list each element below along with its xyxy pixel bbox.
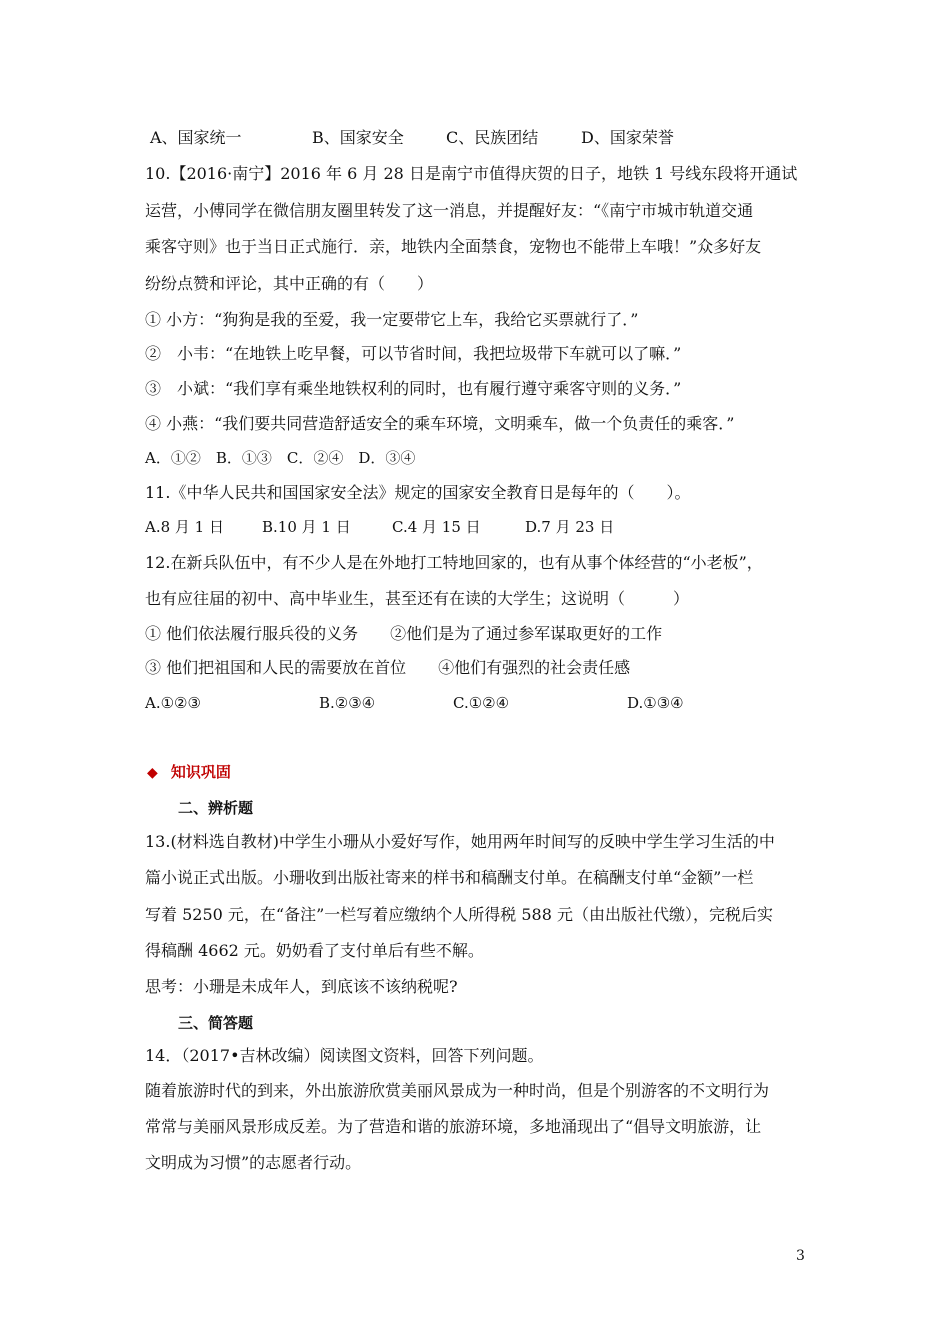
q11-option-b: B.10 月 1 日 (262, 518, 351, 536)
q11-stem: 11.《中华人民共和国国家安全法》规定的国家安全教育日是每年的（ ）。 (145, 483, 691, 502)
q14-line-2: 随着旅游时代的到来，外出旅游欣赏美丽风景成为一种时尚，但是个别游客的不文明行为 (145, 1081, 770, 1100)
q12-option-b: B.②③④ (319, 694, 376, 712)
q9-option-a: A、国家统一 (150, 128, 242, 147)
q10-statement-2: ② 小韦：“在地铁上吃早餐，可以节省时间，我把垃圾带下车就可以了嘛．” (145, 344, 682, 363)
part3-heading: 三、简答题 (178, 1014, 254, 1032)
q9-option-b: B、国家安全 (312, 128, 404, 147)
q10-stem-line-3: 乘客守则》也于当日正式施行．亲，地铁内全面禁食，宠物也不能带上车哦！”众多好友 (145, 237, 762, 256)
q12-statements-2: ③ 他们把祖国和人民的需要放在首位 ④他们有强烈的社会责任感 (145, 658, 631, 677)
q10-statement-3: ③ 小斌：“我们享有乘坐地铁权利的同时，也有履行遵守乘客守则的义务．” (145, 379, 682, 398)
q13-line-4: 得稿酬 4662 元。奶奶看了支付单后有些不解。 (145, 941, 484, 960)
q9-option-c: C、民族团结 (446, 128, 539, 147)
q10-options: A．①② B．①③ C．②④ D．③④ (145, 449, 416, 467)
q13-line-3: 写着 5250 元，在“备注”一栏写着应缴纳个人所得税 588 元（由出版社代缴），完税后实 (145, 905, 773, 924)
q10-statement-1: ① 小方：“狗狗是我的至爱，我一定要带它上车，我给它买票就行了．” (145, 310, 639, 329)
part2-heading: 二、辨析题 (178, 799, 254, 817)
q11-option-d: D.7 月 23 日 (525, 518, 615, 536)
page-number: 3 (796, 1248, 805, 1264)
q10-statement-4: ④ 小燕：“我们要共同营造舒适安全的乘车环境，文明乘车，做一个负责任的乘客．” (145, 414, 735, 433)
q13-line-1: 13.(材料选自教材)中学生小珊从小爱好写作，她用两年时间写的反映中学生学习生活的中 (145, 832, 775, 851)
q12-option-c: C.①②④ (453, 694, 510, 712)
q14-line-4: 文明成为习惯”的志愿者行动。 (145, 1153, 362, 1172)
q14-line-1: 14．（2017•吉林改编）阅读图文资料，回答下列问题。 (145, 1046, 544, 1065)
q12-option-a: A.①②③ (145, 694, 201, 712)
q13-think: 思考：小珊是未成年人，到底该不该纳税呢? (145, 977, 458, 996)
q14-line-3: 常常与美丽风景形成反差。为了营造和谐的旅游环境，多地涌现出了“倡导文明旅游，让 (145, 1117, 762, 1136)
q10-stem-line-1: 10.【2016·南宁】2016 年 6 月 28 日是南宁市值得庆贺的日子，地铁 1 号线东段将开通试 (145, 164, 798, 183)
q11-option-a: A.8 月 1 日 (145, 518, 224, 536)
q10-stem-line-4: 纷纷点赞和评论，其中正确的有（ ） (145, 274, 434, 293)
q12-stem-line-1: 12.在新兵队伍中，有不少人是在外地打工特地回家的，也有从事个体经营的“小老板”， (145, 553, 763, 572)
q11-option-c: C.4 月 15 日 (392, 518, 481, 536)
q12-statements-1: ① 他们依法履行服兵役的义务 ②他们是为了通过参军谋取更好的工作 (145, 624, 663, 643)
q12-option-d: D.①③④ (627, 694, 684, 712)
q9-option-d: D、国家荣誉 (581, 128, 674, 147)
diamond-icon: ◆ (147, 765, 158, 781)
q10-stem-line-2: 运营，小傅同学在微信朋友圈里转发了这一消息，并提醒好友：“《南宁市城市轨道交通 (145, 201, 754, 220)
q12-stem-line-2: 也有应往届的初中、高中毕业生，甚至还有在读的大学生；这说明（ ） (145, 589, 690, 608)
section-title: 知识巩固 (170, 763, 231, 781)
section-heading (147, 761, 231, 784)
q13-line-2: 篇小说正式出版。小珊收到出版社寄来的样书和稿酬支付单。在稿酬支付单“金额”一栏 (145, 868, 754, 887)
